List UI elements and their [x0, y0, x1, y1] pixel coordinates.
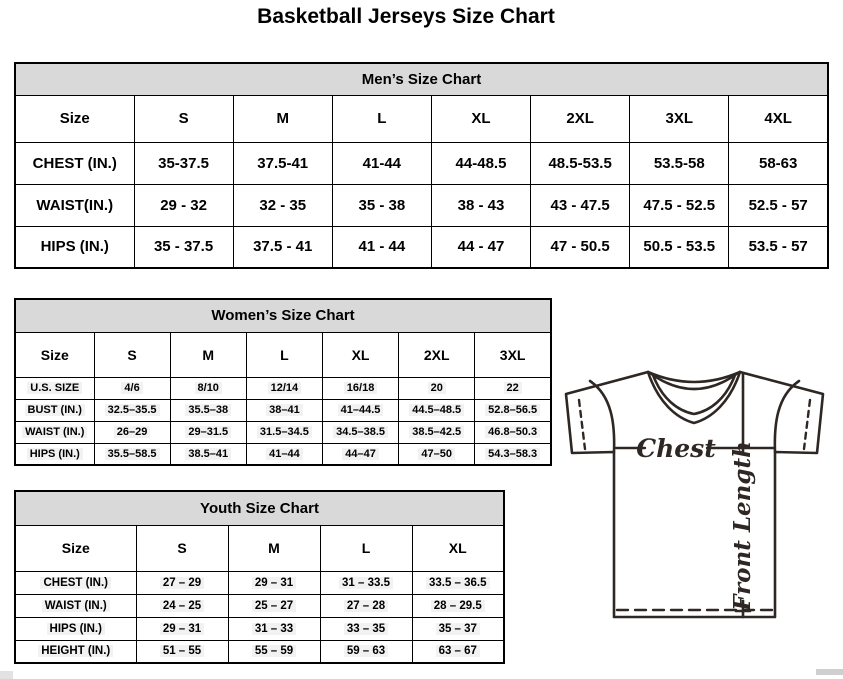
table-row — [15, 421, 551, 443]
scrollbar-fragment-bottom-right — [816, 669, 843, 675]
size-value-cell: 29–31.5 — [170, 421, 246, 443]
size-value-cell: 33.5 – 36.5 — [412, 571, 504, 594]
jersey-outline — [566, 372, 823, 617]
size-value-cell: 32 - 35 — [233, 184, 332, 226]
table-row — [15, 617, 504, 640]
column-header: S — [136, 525, 228, 571]
table-row — [15, 443, 551, 465]
row-label: U.S. SIZE — [15, 377, 94, 399]
size-value-cell: 38.5–41 — [170, 443, 246, 465]
size-value-cell: 54.3–58.3 — [475, 443, 551, 465]
size-value-cell: 26–29 — [94, 421, 170, 443]
armhole-curve-left — [590, 381, 614, 452]
row-label: CHEST (IN.) — [15, 142, 134, 184]
size-value-cell: 47 - 50.5 — [531, 226, 630, 268]
row-label: CHEST (IN.) — [15, 571, 136, 594]
row-label: BUST (IN.) — [15, 399, 94, 421]
table-row — [15, 571, 504, 594]
size-value-cell: 44–47 — [322, 443, 398, 465]
jersey-measurement-diagram — [555, 358, 843, 625]
size-value-cell: 29 - 32 — [134, 184, 233, 226]
table-row — [15, 226, 828, 268]
size-value-cell: 50.5 - 53.5 — [630, 226, 729, 268]
chest-label: Chest — [636, 434, 716, 463]
size-value-cell: 55 – 59 — [228, 640, 320, 663]
page-title: Basketball Jerseys Size Chart — [257, 5, 555, 28]
size-value-cell: 31.5–34.5 — [246, 421, 322, 443]
youth-size-table — [14, 490, 505, 664]
table-row — [15, 142, 828, 184]
size-value-cell: 34.5–38.5 — [322, 421, 398, 443]
column-header: Size — [15, 332, 94, 377]
size-value-cell: 44-48.5 — [431, 142, 530, 184]
size-value-cell: 29 – 31 — [228, 571, 320, 594]
size-value-cell: 35-37.5 — [134, 142, 233, 184]
size-value-cell: 22 — [475, 377, 551, 399]
size-value-cell: 27 – 28 — [320, 594, 412, 617]
size-value-cell: 31 – 33 — [228, 617, 320, 640]
sleeve-cuff-dash-right — [804, 400, 810, 449]
sleeve-cuff-dash-left — [579, 400, 585, 449]
size-value-cell: 38–41 — [246, 399, 322, 421]
column-header: 3XL — [475, 332, 551, 377]
size-value-cell: 38.5–42.5 — [399, 421, 475, 443]
size-value-cell: 31 – 33.5 — [320, 571, 412, 594]
size-value-cell: 43 - 47.5 — [531, 184, 630, 226]
column-header: XL — [322, 332, 398, 377]
column-header: 3XL — [630, 95, 729, 142]
column-header: 4XL — [729, 95, 828, 142]
size-value-cell: 27 – 29 — [136, 571, 228, 594]
front-length-label: Front Length — [729, 441, 756, 611]
size-value-cell: 41 - 44 — [332, 226, 431, 268]
size-value-cell: 47–50 — [399, 443, 475, 465]
column-header: M — [228, 525, 320, 571]
size-value-cell: 53.5 - 57 — [729, 226, 828, 268]
table-row — [15, 399, 551, 421]
column-header: L — [332, 95, 431, 142]
size-value-cell: 44 - 47 — [431, 226, 530, 268]
size-value-cell: 37.5-41 — [233, 142, 332, 184]
youth-table-title: Youth Size Chart — [15, 491, 504, 525]
size-value-cell: 58-63 — [729, 142, 828, 184]
column-header: L — [320, 525, 412, 571]
row-label: HIPS (IN.) — [15, 617, 136, 640]
size-value-cell: 46.8–50.3 — [475, 421, 551, 443]
size-value-cell: 20 — [399, 377, 475, 399]
column-header: S — [94, 332, 170, 377]
size-value-cell: 52.8–56.5 — [475, 399, 551, 421]
size-value-cell: 33 – 35 — [320, 617, 412, 640]
size-value-cell: 51 – 55 — [136, 640, 228, 663]
mens-table-title: Men’s Size Chart — [15, 63, 828, 95]
row-label: HIPS (IN.) — [15, 443, 94, 465]
row-label: WAIST(IN.) — [15, 184, 134, 226]
size-value-cell: 25 – 27 — [228, 594, 320, 617]
size-value-cell: 52.5 - 57 — [729, 184, 828, 226]
size-value-cell: 32.5–35.5 — [94, 399, 170, 421]
size-value-cell: 63 – 67 — [412, 640, 504, 663]
size-value-cell: 35.5–58.5 — [94, 443, 170, 465]
row-label: HIPS (IN.) — [15, 226, 134, 268]
table-row — [15, 640, 504, 663]
size-value-cell: 24 – 25 — [136, 594, 228, 617]
row-label: WAIST (IN.) — [15, 594, 136, 617]
size-value-cell: 37.5 - 41 — [233, 226, 332, 268]
size-value-cell: 53.5-58 — [630, 142, 729, 184]
row-label: HEIGHT (IN.) — [15, 640, 136, 663]
size-value-cell: 48.5-53.5 — [531, 142, 630, 184]
size-value-cell: 28 – 29.5 — [412, 594, 504, 617]
column-header: L — [246, 332, 322, 377]
row-label: WAIST (IN.) — [15, 421, 94, 443]
size-value-cell: 44.5–48.5 — [399, 399, 475, 421]
size-value-cell: 47.5 - 52.5 — [630, 184, 729, 226]
womens-size-table — [14, 298, 552, 466]
column-header: 2XL — [399, 332, 475, 377]
column-header: M — [170, 332, 246, 377]
column-header: XL — [412, 525, 504, 571]
size-value-cell: 59 – 63 — [320, 640, 412, 663]
size-value-cell: 41-44 — [332, 142, 431, 184]
size-value-cell: 29 – 31 — [136, 617, 228, 640]
table-row — [15, 594, 504, 617]
size-value-cell: 35.5–38 — [170, 399, 246, 421]
column-header: M — [233, 95, 332, 142]
size-value-cell: 12/14 — [246, 377, 322, 399]
size-value-cell: 8/10 — [170, 377, 246, 399]
column-header: XL — [431, 95, 530, 142]
table-row — [15, 184, 828, 226]
scrollbar-fragment-bottom-left — [0, 671, 13, 679]
size-value-cell: 41–44.5 — [322, 399, 398, 421]
column-header: 2XL — [531, 95, 630, 142]
armhole-curve-right — [775, 381, 799, 452]
column-header: Size — [15, 95, 134, 142]
size-value-cell: 35 - 38 — [332, 184, 431, 226]
column-header: Size — [15, 525, 136, 571]
size-value-cell: 35 – 37 — [412, 617, 504, 640]
size-value-cell: 4/6 — [94, 377, 170, 399]
mens-size-table — [14, 62, 829, 269]
table-row — [15, 377, 551, 399]
size-value-cell: 41–44 — [246, 443, 322, 465]
size-value-cell: 35 - 37.5 — [134, 226, 233, 268]
size-value-cell: 16/18 — [322, 377, 398, 399]
column-header: S — [134, 95, 233, 142]
womens-table-title: Women’s Size Chart — [15, 299, 551, 332]
size-value-cell: 38 - 43 — [431, 184, 530, 226]
